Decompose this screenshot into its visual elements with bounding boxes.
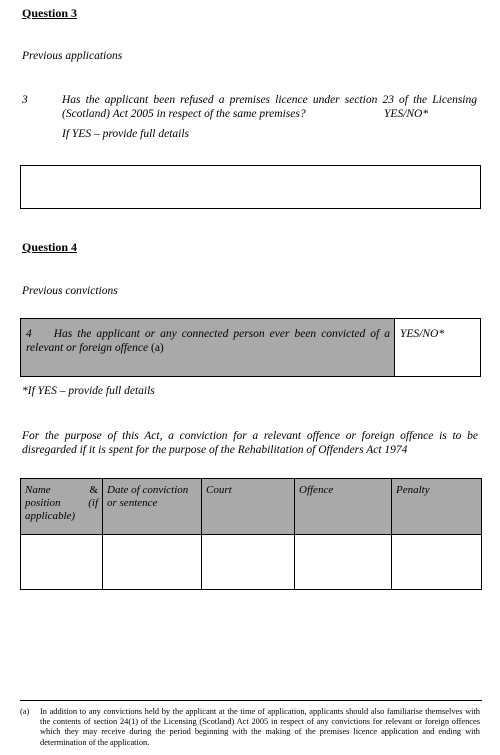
header-name-position: Name & position (if applicable) [21, 479, 103, 535]
footnote-ref-a: (a) [150, 342, 164, 354]
table-row [21, 535, 482, 590]
header-date-of-conviction: Date of conviction or sentence [103, 479, 202, 535]
question-4-details-label: *If YES – provide full details [22, 385, 155, 397]
question-3-subheading: Previous applications [22, 50, 123, 62]
cell-offence[interactable] [295, 535, 392, 590]
cell-court[interactable] [202, 535, 295, 590]
cell-name-position[interactable] [21, 535, 103, 590]
question-4-yesno-cell[interactable] [394, 318, 481, 377]
question-3-text-line1: Has the applicant been refused a premises licence under section 23 of the Licensing [62, 94, 477, 106]
question-3-text-line2: (Scotland) Act 2005 in respect of the same premises? [62, 108, 306, 120]
footnote-text: In addition to any convictions held by the applicant at the time of application, applicants should also familiarise themselves with the contents of section 24(1) of the Licensing (Scotland) Act 2005 in respect of any convictions for relevant or foreign offences which they may receive during the period beginning with the making of the premises licence application and ending with determination of the application. [40, 707, 480, 747]
question-3-yesno: YES/NO* [384, 108, 429, 120]
spent-conviction-para-line2: disregarded if it is spent for the purpose of the Rehabilitation of Offenders Act 1974 [22, 444, 408, 456]
question-4-text-line1-body: Has the applicant or any connected person ever been convicted of a [53, 328, 390, 340]
footnote-divider [20, 700, 482, 701]
header-offence: Offence [295, 479, 392, 535]
question-3-number: 3 [22, 94, 28, 106]
question-4-subheading: Previous convictions [22, 285, 118, 297]
question-4-yesno: YES/NO* [400, 328, 445, 340]
question-4-text-line2 [26, 342, 164, 354]
question-4-heading: Question 4 [22, 240, 78, 254]
spent-conviction-para-line1: For the purpose of this Act, a conviction for a relevant offence or foreign offence is to be [22, 430, 478, 442]
header-penalty: Penalty [392, 479, 482, 535]
question-4-question-cell [20, 318, 395, 377]
question-3-details-field[interactable] [20, 165, 481, 209]
header-court: Court [202, 479, 295, 535]
question-4-text-line1 [26, 328, 390, 340]
convictions-table [20, 478, 482, 590]
question-4-number: 4 [26, 328, 32, 340]
question-3-details-label: If YES – provide full details [62, 128, 190, 140]
convictions-table-header-row [21, 479, 482, 535]
question-4-text-line2-body: relevant or foreign offence [26, 342, 149, 354]
question-3-heading: Question 3 [22, 6, 78, 20]
footnote-marker: (a) [20, 707, 30, 716]
cell-date-of-conviction[interactable] [103, 535, 202, 590]
cell-penalty[interactable] [392, 535, 482, 590]
